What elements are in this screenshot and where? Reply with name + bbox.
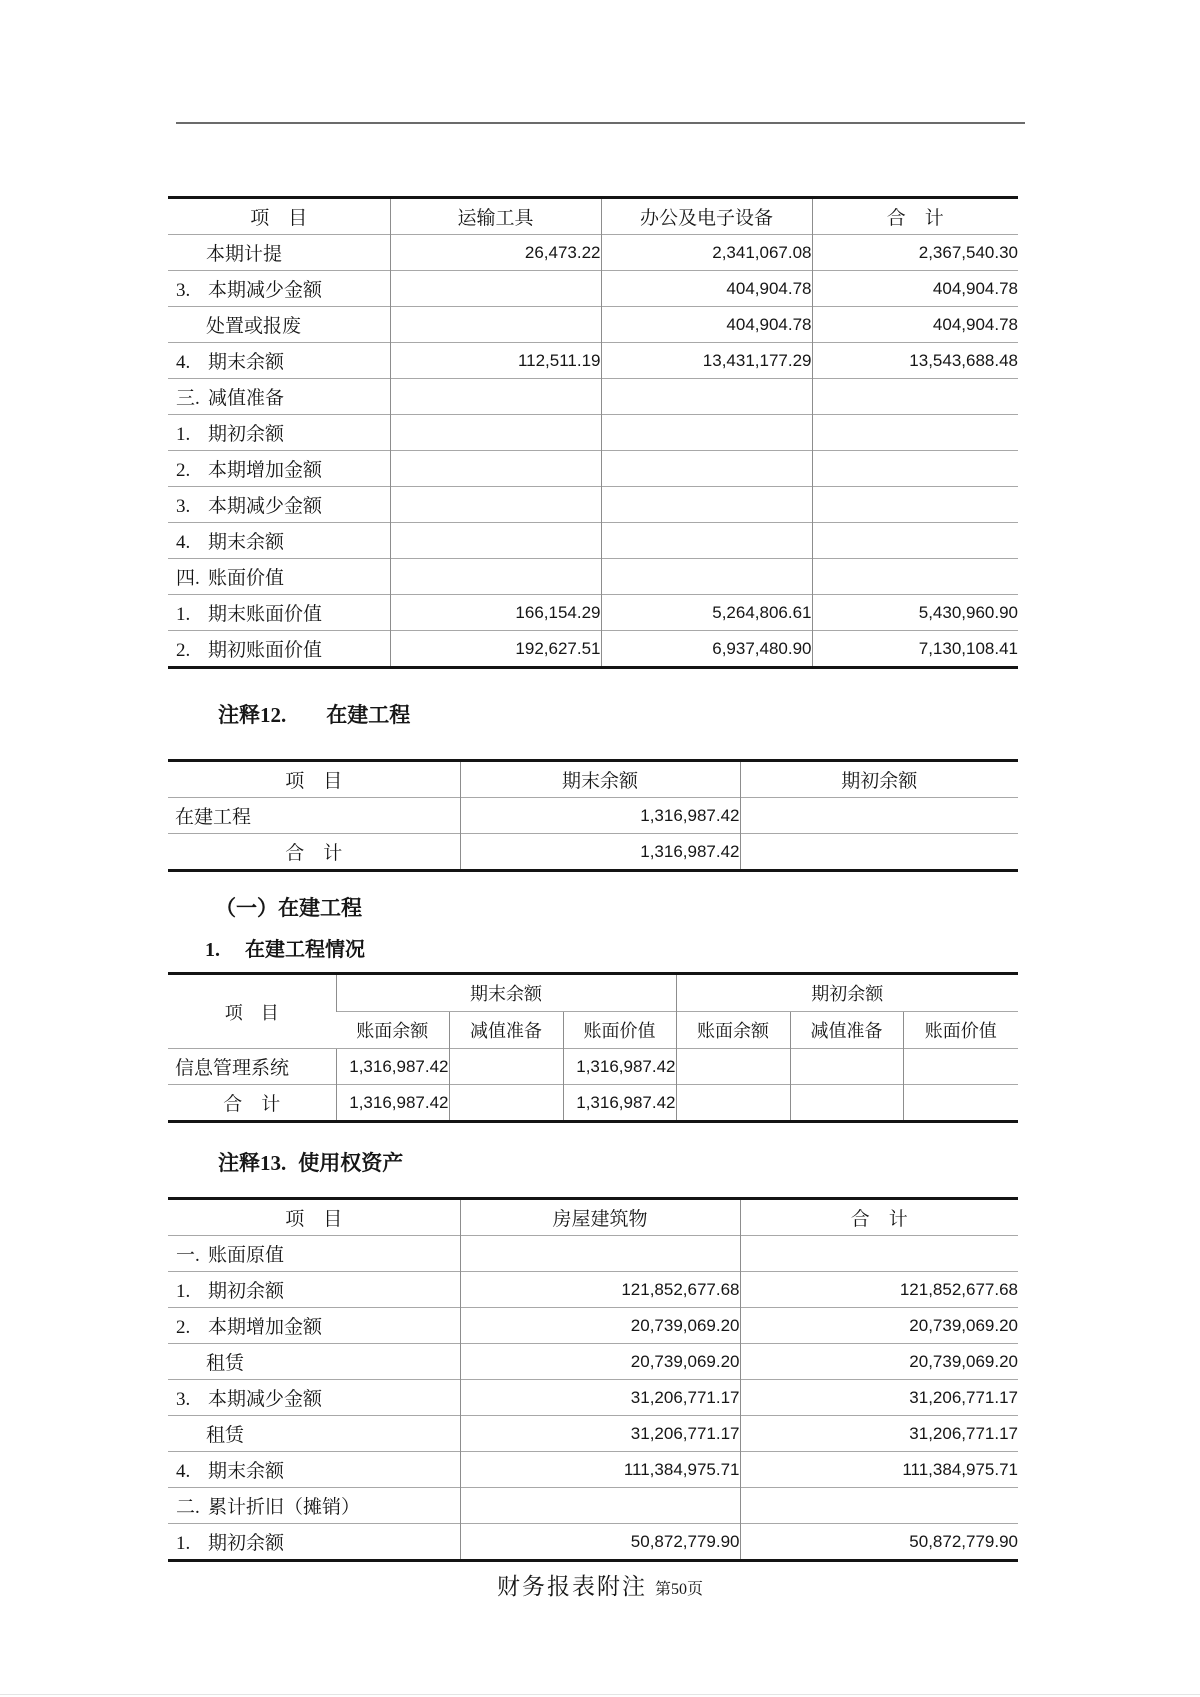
cip-sub-heading: （一）在建工程 — [215, 896, 362, 920]
value-cell: 13,543,688.48 — [812, 343, 1018, 379]
group-header-row — [168, 974, 1018, 1012]
item-label: 期末账面价值 — [208, 604, 323, 625]
value-cell: 20,739,069.20 — [740, 1308, 1018, 1344]
item-number: 二. — [176, 1497, 200, 1518]
item-number: 四. — [176, 568, 200, 589]
value-cell: 111,384,975.71 — [460, 1452, 740, 1488]
table-row — [168, 379, 1018, 415]
item-label: 累计折旧（摊销） — [208, 1497, 361, 1518]
value-cell — [601, 523, 812, 559]
table-row — [168, 451, 1018, 487]
item-number: 1. — [176, 604, 191, 625]
value-cell — [740, 798, 1018, 834]
value-cell: 50,872,779.90 — [740, 1524, 1018, 1561]
value-cell — [601, 415, 812, 451]
table-row — [168, 1416, 1018, 1452]
group-header-closing-balance: 期末余额 — [336, 974, 676, 1012]
item-number: 4. — [176, 532, 191, 553]
value-cell: 50,872,779.90 — [460, 1524, 740, 1561]
cip-detail-table — [168, 972, 1018, 1123]
item-cell — [168, 415, 390, 451]
sub-header-book-value: 账面价值 — [903, 1012, 1018, 1049]
column-header-office-equipment: 办公及电子设备 — [601, 198, 812, 235]
table-row — [168, 235, 1018, 271]
item-cell: 合 计 — [168, 834, 460, 871]
value-cell — [790, 1049, 903, 1085]
item-cell — [168, 271, 390, 307]
item-cell — [168, 595, 390, 631]
right-of-use-assets-table — [168, 1197, 1018, 1562]
value-cell — [390, 487, 601, 523]
value-cell: 1,316,987.42 — [563, 1049, 676, 1085]
value-cell: 166,154.29 — [390, 595, 601, 631]
value-cell — [390, 379, 601, 415]
value-cell: 20,739,069.20 — [460, 1344, 740, 1380]
item-cell — [168, 1272, 460, 1308]
item-cell — [168, 1236, 460, 1272]
item-cell — [168, 1488, 460, 1524]
item-label: 期末余额 — [208, 532, 285, 553]
column-header-closing-balance: 期末余额 — [460, 761, 740, 798]
value-cell — [390, 523, 601, 559]
value-cell — [390, 451, 601, 487]
item-label: 本期减少金额 — [208, 1389, 323, 1410]
item-cell — [168, 451, 390, 487]
value-cell: 121,852,677.68 — [740, 1272, 1018, 1308]
column-header-item: 项 目 — [250, 208, 308, 229]
item-cell — [168, 1308, 460, 1344]
value-cell — [740, 1488, 1018, 1524]
item-cell — [168, 523, 390, 559]
table-row — [168, 343, 1018, 379]
note12-heading — [218, 701, 1018, 729]
header-row — [168, 1199, 1018, 1236]
item-number: 一. — [176, 1245, 200, 1266]
group-header-opening-balance: 期初余额 — [676, 974, 1018, 1012]
table-row — [168, 1049, 1018, 1085]
table-row — [168, 798, 1018, 834]
value-cell — [449, 1049, 563, 1085]
item-label: 本期减少金额 — [208, 496, 323, 517]
value-cell — [390, 271, 601, 307]
header-row — [168, 198, 1018, 235]
table-row — [168, 415, 1018, 451]
value-cell — [601, 559, 812, 595]
value-cell — [601, 451, 812, 487]
value-cell: 1,316,987.42 — [460, 834, 740, 871]
value-cell: 1,316,987.42 — [460, 798, 740, 834]
value-cell: 112,511.19 — [390, 343, 601, 379]
item-label: 本期减少金额 — [208, 280, 323, 301]
item-number: 1. — [176, 424, 191, 445]
value-cell — [812, 415, 1018, 451]
value-cell: 5,264,806.61 — [601, 595, 812, 631]
note13-number: 注释13. — [218, 1151, 287, 1175]
table-row — [168, 523, 1018, 559]
item-cell — [168, 1452, 460, 1488]
item-number: 3. — [176, 1389, 191, 1410]
value-cell: 31,206,771.17 — [460, 1380, 740, 1416]
item-number: 3. — [176, 496, 191, 517]
item-cell: 在建工程 — [168, 798, 460, 834]
cip-detail-heading — [205, 936, 1018, 964]
item-cell: 信息管理系统 — [168, 1049, 336, 1085]
fixed-assets-table — [168, 196, 1018, 669]
page-bottom-rule — [0, 1694, 1200, 1695]
table-row — [168, 1308, 1018, 1344]
table-row — [168, 1488, 1018, 1524]
item-label: 期末余额 — [208, 352, 285, 373]
value-cell: 13,431,177.29 — [601, 343, 812, 379]
item-cell — [168, 631, 390, 668]
value-cell — [676, 1049, 790, 1085]
table-row — [168, 1524, 1018, 1561]
item-number: 4. — [176, 1461, 191, 1482]
item-cell — [168, 379, 390, 415]
item-label: 本期增加金额 — [208, 1317, 323, 1338]
column-header-item: 项 目 — [285, 1209, 343, 1230]
item-label: 期初账面价值 — [208, 640, 323, 661]
value-cell — [601, 379, 812, 415]
table-row — [168, 487, 1018, 523]
item-label: 期初余额 — [208, 424, 285, 445]
value-cell: 2,341,067.08 — [601, 235, 812, 271]
item-label: 账面原值 — [208, 1245, 285, 1266]
column-header-buildings: 房屋建筑物 — [460, 1199, 740, 1236]
value-cell — [460, 1488, 740, 1524]
construction-in-progress-table — [168, 759, 1018, 872]
cip-detail-title: 在建工程情况 — [245, 939, 365, 961]
table-row — [168, 1344, 1018, 1380]
value-cell — [390, 307, 601, 343]
item-cell: 合 计 — [168, 1085, 336, 1122]
column-header-opening-balance: 期初余额 — [740, 761, 1018, 798]
item-cell: 租赁 — [168, 1344, 460, 1380]
value-cell: 26,473.22 — [390, 235, 601, 271]
value-cell: 20,739,069.20 — [740, 1344, 1018, 1380]
table-row — [168, 834, 1018, 871]
item-cell: 本期计提 — [168, 235, 390, 271]
value-cell — [903, 1049, 1018, 1085]
item-number: 2. — [176, 460, 191, 481]
item-number: 4. — [176, 352, 191, 373]
note13-heading — [218, 1149, 1018, 1177]
column-header-total: 合 计 — [740, 1199, 1018, 1236]
sub-header-book-balance: 账面余额 — [676, 1012, 790, 1049]
item-label: 本期增加金额 — [208, 460, 323, 481]
table-row — [168, 1272, 1018, 1308]
value-cell: 111,384,975.71 — [740, 1452, 1018, 1488]
item-cell — [168, 487, 390, 523]
item-cell — [168, 559, 390, 595]
item-cell: 处置或报废 — [168, 307, 390, 343]
table-row — [168, 1452, 1018, 1488]
value-cell: 2,367,540.30 — [812, 235, 1018, 271]
note12-number: 注释12. — [218, 703, 287, 727]
value-cell — [740, 1236, 1018, 1272]
item-number: 2. — [176, 1317, 191, 1338]
value-cell — [390, 559, 601, 595]
item-number: 3. — [176, 280, 191, 301]
value-cell — [812, 451, 1018, 487]
value-cell — [390, 415, 601, 451]
value-cell: 1,316,987.42 — [336, 1049, 449, 1085]
value-cell: 31,206,771.17 — [460, 1416, 740, 1452]
sub-header-book-balance: 账面余额 — [336, 1012, 449, 1049]
item-number: 2. — [176, 640, 191, 661]
item-label: 期初余额 — [208, 1533, 285, 1554]
value-cell — [812, 487, 1018, 523]
value-cell — [812, 559, 1018, 595]
value-cell — [903, 1085, 1018, 1122]
table-row — [168, 1380, 1018, 1416]
item-cell — [168, 1380, 460, 1416]
value-cell: 31,206,771.17 — [740, 1416, 1018, 1452]
table-row — [168, 631, 1018, 668]
item-label: 期初余额 — [208, 1281, 285, 1302]
value-cell: 121,852,677.68 — [460, 1272, 740, 1308]
value-cell — [460, 1236, 740, 1272]
table-row — [168, 1236, 1018, 1272]
page-footer — [0, 1568, 1200, 1601]
cip-detail-number: 1. — [205, 939, 220, 961]
column-header-vehicles: 运输工具 — [390, 198, 601, 235]
value-cell: 1,316,987.42 — [563, 1085, 676, 1122]
table-row — [168, 559, 1018, 595]
value-cell: 5,430,960.90 — [812, 595, 1018, 631]
item-number: 1. — [176, 1281, 191, 1302]
footer-page-number: 第50页 — [654, 1581, 703, 1598]
sub-header-book-value: 账面价值 — [563, 1012, 676, 1049]
note12-title: 在建工程 — [326, 703, 411, 727]
item-label: 期末余额 — [208, 1461, 285, 1482]
column-header-item: 项 目 — [224, 1002, 279, 1023]
item-cell — [168, 1524, 460, 1561]
item-cell: 租赁 — [168, 1416, 460, 1452]
table-row — [168, 307, 1018, 343]
value-cell — [812, 523, 1018, 559]
footer-title: 财务报表附注 — [496, 1574, 647, 1599]
value-cell — [601, 487, 812, 523]
column-header-total: 合 计 — [812, 198, 1018, 235]
value-cell: 31,206,771.17 — [740, 1380, 1018, 1416]
note13-title: 使用权资产 — [298, 1151, 404, 1175]
item-number: 三. — [176, 388, 200, 409]
table-row — [168, 595, 1018, 631]
value-cell: 404,904.78 — [601, 271, 812, 307]
value-cell: 6,937,480.90 — [601, 631, 812, 668]
value-cell: 192,627.51 — [390, 631, 601, 668]
sub-header-impairment: 减值准备 — [449, 1012, 563, 1049]
table-row — [168, 1085, 1018, 1122]
table-row — [168, 271, 1018, 307]
sub-header-impairment: 减值准备 — [790, 1012, 903, 1049]
item-number: 1. — [176, 1533, 191, 1554]
value-cell: 20,739,069.20 — [460, 1308, 740, 1344]
item-cell — [168, 343, 390, 379]
value-cell: 404,904.78 — [812, 271, 1018, 307]
value-cell — [449, 1085, 563, 1122]
value-cell: 404,904.78 — [812, 307, 1018, 343]
content-area — [168, 0, 1018, 1562]
item-label: 账面价值 — [208, 568, 285, 589]
value-cell — [790, 1085, 903, 1122]
item-label: 减值准备 — [208, 388, 285, 409]
column-header-item: 项 目 — [285, 771, 343, 792]
value-cell: 7,130,108.41 — [812, 631, 1018, 668]
value-cell — [676, 1085, 790, 1122]
value-cell — [812, 379, 1018, 415]
value-cell: 1,316,987.42 — [336, 1085, 449, 1122]
value-cell: 404,904.78 — [601, 307, 812, 343]
value-cell — [740, 834, 1018, 871]
header-row — [168, 761, 1018, 798]
